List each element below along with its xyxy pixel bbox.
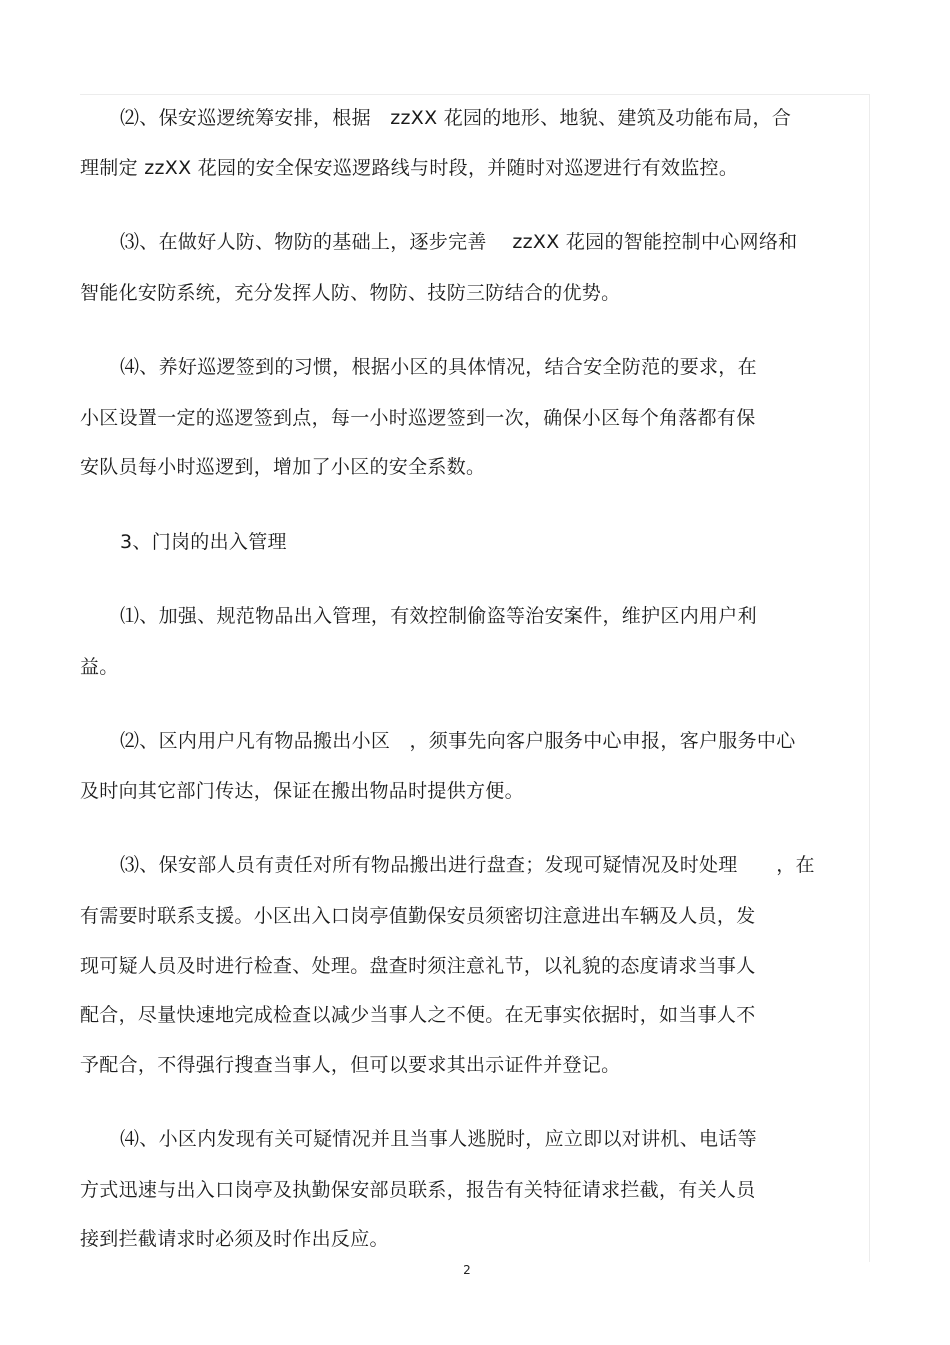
paragraph-line: ⑶、在做好人防、物防的基础上，逐步完善 zzXX 花园的智能控制中心网络和: [120, 231, 798, 253]
page-border-top: [80, 94, 870, 95]
paragraph-line: ⑷、养好巡逻签到的习惯，根据小区的具体情况，结合安全防范的要求，在: [120, 356, 757, 378]
paragraph-line: ⑵、区内用户凡有物品搬出小区 ，须事先向客户服务中心申报，客户服务中心: [120, 730, 796, 752]
paragraph-line: 小区设置一定的巡逻签到点，每一小时巡逻签到一次，确保小区每个角落都有保: [80, 407, 756, 429]
paragraph-line: 安队员每小时巡逻到，增加了小区的安全系数。: [80, 456, 486, 478]
paragraph-line: 有需要时联系支援。小区出入口岗亭值勤保安员须密切注意进出车辆及人员，发: [80, 905, 756, 927]
paragraph-line: 及时向其它部门传达，保证在搬出物品时提供方便。: [80, 780, 524, 802]
paragraph-line: ⑵、保安巡逻统筹安排，根据 zzXX 花园的地形、地貌、建筑及功能布局，合: [120, 107, 792, 129]
section-heading: 3、门岗的出入管理: [120, 531, 287, 553]
paragraph-line: 智能化安防系统，充分发挥人防、物防、技防三防结合的优势。: [80, 282, 621, 304]
paragraph-line: 予配合，不得强行搜查当事人，但可以要求其出示证件并登记。: [80, 1054, 621, 1076]
paragraph-line: ⑴、加强、规范物品出入管理，有效控制偷盗等治安案件，维护区内用户利: [120, 605, 757, 627]
paragraph-line: 接到拦截请求时必须及时作出反应。: [80, 1228, 389, 1250]
page-number: 2: [463, 1263, 471, 1277]
paragraph-line: 配合，尽量快速地完成检查以减少当事人之不便。在无事实依据时，如当事人不: [80, 1004, 756, 1026]
paragraph-line: 益。: [80, 656, 119, 678]
paragraph-line: 理制定 zzXX 花园的安全保安巡逻路线与时段，并随时对巡逻进行有效监控。: [80, 157, 739, 179]
paragraph-line: ⑷、小区内发现有关可疑情况并且当事人逃脱时，应立即以对讲机、电话等: [120, 1128, 757, 1150]
paragraph-line: 现可疑人员及时进行检查、处理。盘查时须注意礼节，以礼貌的态度请求当事人: [80, 955, 756, 977]
page-border-right: [869, 94, 870, 1262]
paragraph-line: ⑶、保安部人员有责任对所有物品搬出进行盘查；发现可疑情况及时处理 ，在: [120, 854, 815, 876]
paragraph-line: 方式迅速与出入口岗亭及执勤保安部员联系，报告有关特征请求拦截，有关人员: [80, 1179, 756, 1201]
